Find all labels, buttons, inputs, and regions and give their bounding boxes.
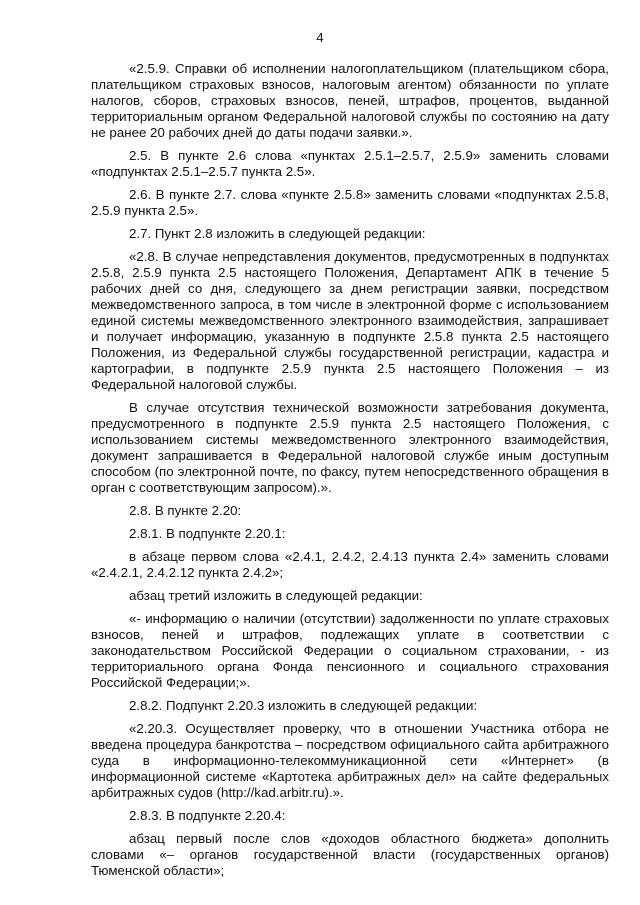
paragraph-2-8-2: 2.8.2. Подпункт 2.20.3 изложить в следующей редакции: — [129, 698, 478, 713]
paragraph-2-8: 2.8. В пункте 2.20: — [129, 503, 242, 518]
paragraph-no-technical-possibility: В случае отсутствия технической возможности затребования документа, предусмотренного в подпункте 2.5.9 пункта 2.5 настоящего Положения, с использованием системы межведомственного электронного взаимодействия, документ запрашивается в Федеральной налоговой службе иным доступным способом (по электронной почте, по факсу, путем непосредственного обращения в орган с соответствующим запросом).». — [91, 400, 609, 495]
paragraph-third-abzac: абзац третий изложить в следующей редакции: — [129, 588, 423, 603]
paragraph-2-5: 2.5. В пункте 2.6 слова «пунктах 2.5.1–2.5.7, 2.5.9» заменить словами «подпунктах 2.5.1–2.5.7 пункта 2.5». — [91, 148, 609, 179]
paragraph-2-20-3: «2.20.3. Осуществляет проверку, что в отношении Участника отбора не введена процедура банкротства – посредством официального сайта арбитражного суда в информационно-телекоммуникационной сети «Интернет» (в информационной системе «Картотека арбитражных дел» на сайте федеральных арбитражных судов (http://kad.arbitr.ru).». — [91, 721, 609, 800]
paragraph-2-8-text: «2.8. В случае непредставления документов, предусмотренных в подпунктах 2.5.8, 2.5.9 пункта 2.5 настоящего Положения, Департамент АПК в течение 5 рабочих дней со дня, следующего за днем регистрации заявки, посредством межведомственного запроса, в том числе в электронной форме с использованием единой системы межведомственного электронного взаимодействия, запрашивает и получает информацию, указанную в подпункте 2.5.8 пункта 2.5 настоящего Положения, из Федеральной службы государственной регистрации, кадастра и картографии, в подпункте 2.5.9 пункта 2.5 настоящего Положения – из Федеральной налоговой службы. — [91, 249, 609, 392]
document-body — [91, 61, 609, 886]
paragraph-2-8-1: 2.8.1. В подпункте 2.20.1: — [129, 526, 286, 541]
paragraph-2-20-4-addition: абзац первый после слов «доходов областного бюджета» дополнить словами «– органов государственной власти (государственных органов) Тюменской области»; — [91, 831, 609, 878]
paragraph-2-7: 2.7. Пункт 2.8 изложить в следующей редакции: — [129, 226, 426, 241]
paragraph-2-5-9: «2.5.9. Справки об исполнении налогоплательщиком (плательщиком сбора, плательщиком страховых взносов, налоговым агентом) обязанности по уплате налогов, сборов, страховых взносов, пеней, штрафов, процентов, выданной территориальным органом Федеральной налоговой службы по состоянию на дату не ранее 20 рабочих дней до даты подачи заявки.». — [91, 61, 609, 140]
paragraph-first-abzac: в абзаце первом слова «2.4.1, 2.4.2, 2.4.13 пункта 2.4» заменить словами «2.4.2.1, 2.4.2.12 пункта 2.4.2»; — [91, 549, 609, 580]
paragraph-2-6: 2.6. В пункте 2.7. слова «пункте 2.5.8» заменить словами «подпунктах 2.5.8, 2.5.9 пункта 2.5». — [91, 187, 609, 218]
paragraph-debt-info: «- информацию о наличии (отсутствии) задолженности по уплате страховых взносов, пеней и штрафов, подлежащих уплате в соответствии с законодательством Российской Федерации о социальном страховании, - из территориального органа Фонда пенсионного и социального страхования Российской Федерации;». — [91, 611, 609, 690]
page-number: 4 — [316, 30, 324, 45]
paragraph-2-8-3: 2.8.3. В подпункте 2.20.4: — [129, 808, 286, 823]
